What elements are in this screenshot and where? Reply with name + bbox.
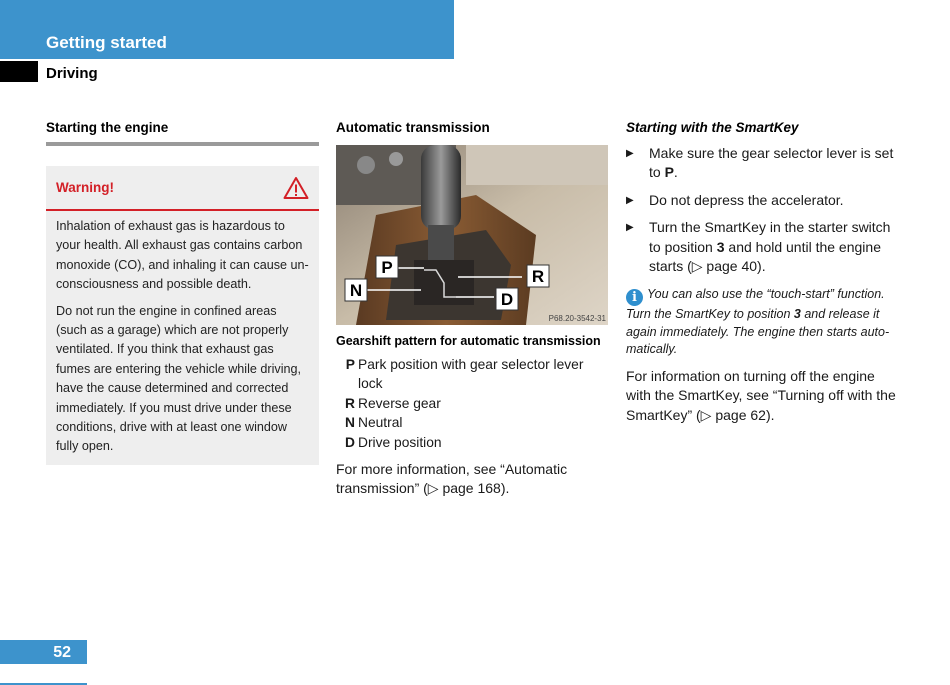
warning-paragraph: Do not run the engine in confined areas (such as a garage) which are not properly ventilated. If you think that exhaust gas fumes are entering the vehicle while driving, have the cause determined and corrected immediately. If you must drive under these conditions, drive with at least one window fully open. xyxy=(56,303,302,454)
arrow-bullet-icon: ▶ xyxy=(626,222,634,234)
info-icon: i xyxy=(626,289,643,306)
more-info-paragraph: For more information, see “Automatic transmission” (▷ page 168). xyxy=(336,461,568,497)
section-title: Driving xyxy=(46,65,98,82)
list-item xyxy=(336,394,608,413)
warning-box xyxy=(46,166,319,465)
turning-off-paragraph: For information on turning off the engine with the SmartKey, see “Turning off with the SmartKey” (▷ page 62). xyxy=(626,368,896,423)
heading-smartkey: Starting with the SmartKey xyxy=(626,120,799,135)
gear-label-n: N xyxy=(349,281,363,300)
gear-description: Reverse gear xyxy=(358,395,441,411)
chapter-title: Getting started xyxy=(46,33,167,52)
page-number: 52 xyxy=(53,644,71,661)
page-number-box xyxy=(0,640,87,664)
warning-triangle-icon xyxy=(283,176,309,200)
gear-letter: D xyxy=(345,434,355,450)
warning-header xyxy=(46,166,319,211)
column-automatic-transmission xyxy=(336,120,608,499)
gear-label-d: D xyxy=(500,290,514,309)
list-item xyxy=(336,355,608,394)
gear-label-p: P xyxy=(381,258,393,277)
list-item xyxy=(336,413,608,432)
warning-paragraph: Inhalation of exhaust gas is hazardous to your health. All exhaust gas contains carbon monoxide (CO), and inhaling it can cause un-consciousness and possible death. xyxy=(56,219,309,292)
info-note: i You can also use the “touch-start” function. Turn the SmartKey to position 3 and release it again immediately. The engine then starts auto-matically. xyxy=(626,287,890,356)
list-item xyxy=(626,191,902,210)
step-text: Make sure the gear selector lever is set to P. xyxy=(649,145,894,181)
arrow-bullet-icon: ▶ xyxy=(626,148,634,159)
step-text: Turn the SmartKey in the starter switch to position 3 and hold until the engine starts (▷ page 40). xyxy=(649,219,891,275)
step-list xyxy=(626,144,902,276)
gear-list xyxy=(336,355,608,452)
list-item xyxy=(336,433,608,452)
heading-automatic-transmission: Automatic transmission xyxy=(336,120,490,135)
gear-letter: P xyxy=(345,357,355,372)
gearshift-photo xyxy=(336,145,608,325)
gear-letter: R xyxy=(345,395,355,411)
gear-label-r: R xyxy=(531,267,545,286)
heading-rule xyxy=(46,142,319,146)
gear-description: Neutral xyxy=(358,415,403,431)
heading-starting-engine: Starting the engine xyxy=(46,120,169,135)
section-marker xyxy=(0,61,38,82)
column-starting-engine xyxy=(46,120,319,465)
photo-caption: Gearshift pattern for automatic transmission xyxy=(336,334,601,348)
warning-label: Warning! xyxy=(56,180,114,195)
arrow-bullet-icon: ▶ xyxy=(626,194,634,206)
gear-description: Drive position xyxy=(358,434,442,450)
photo-code: P68.20-3542-31 xyxy=(548,314,606,323)
column-smartkey xyxy=(626,120,902,425)
warning-body xyxy=(46,211,319,465)
list-item xyxy=(626,144,902,183)
step-text: Do not depress the accelerator. xyxy=(649,191,844,208)
gear-letter: N xyxy=(345,415,355,431)
gear-description: Park position with gear selector lever lock xyxy=(358,357,584,392)
list-item xyxy=(626,218,902,276)
